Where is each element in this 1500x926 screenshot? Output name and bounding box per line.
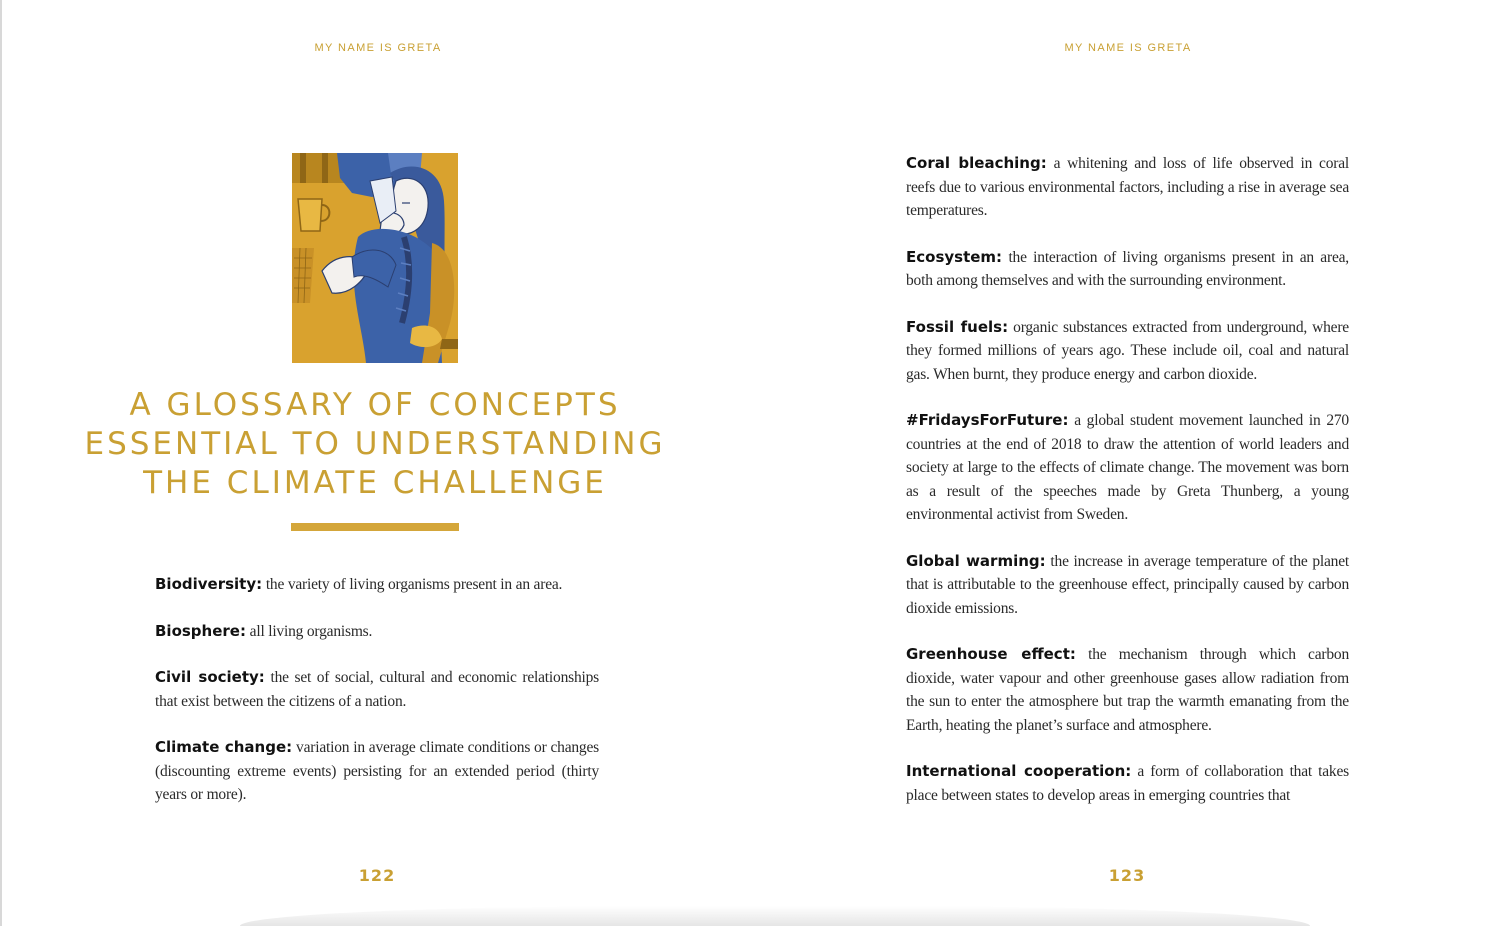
glossary-term: Climate change: [155, 738, 293, 756]
glossary-entry [155, 736, 599, 807]
glossary-entry [155, 573, 599, 597]
glossary-term: Biodiversity: [155, 575, 263, 593]
glossary-term: Coral bleaching: [906, 154, 1047, 172]
glossary-term: Fossil fuels: [906, 317, 1009, 336]
glossary-entry [906, 246, 1349, 293]
glossary-term: International cooperation: [906, 762, 1132, 780]
glossary-list-right [906, 152, 1349, 830]
chapter-title-line-2: ESSENTIAL TO UNDERSTANDING [84, 426, 666, 462]
running-head-left: MY NAME IS GRETA [314, 42, 442, 54]
running-head-right: MY NAME IS GRETA [1064, 42, 1192, 54]
chapter-title [0, 386, 750, 503]
glossary-entry [906, 643, 1349, 737]
glossary-entry [906, 409, 1349, 527]
chapter-title-line-1: A GLOSSARY OF CONCEPTS [129, 387, 621, 423]
glossary-definition: the mechanism through which carbon dioxide, water vapour and other greenhouse gases allow radiation from the sun to enter the atmosphere but trap the warmth emanating from the Earth, heating the planet’s surface and atmosphere. [906, 646, 1349, 734]
glossary-entry [155, 666, 599, 713]
glossary-definition: a whitening and loss of life observed in coral reefs due to various environmental factors, including a rise in average sea temperatures. [906, 155, 1349, 219]
glossary-list-left [155, 573, 599, 830]
greta-illustration [292, 153, 458, 363]
title-rule [291, 523, 459, 531]
glossary-definition: the increase in average temperature of the planet that is attributable to the greenhouse effect, principally caused by carbon dioxide emissions. [906, 552, 1349, 617]
glossary-term: Global warming: [906, 551, 1046, 570]
glossary-definition: all living organisms. [249, 622, 373, 640]
glossary-definition: variation in average climate conditions or changes (discounting extreme events) persisting for an extended period (thirty years or more). [155, 739, 599, 803]
glossary-entry [155, 620, 599, 644]
chapter-title-line-3: THE CLIMATE CHALLENGE [143, 465, 607, 501]
glossary-entry [906, 152, 1349, 223]
page-number-right: 123 [1108, 866, 1146, 885]
glossary-entry [906, 760, 1349, 807]
glossary-term: Ecosystem: [906, 247, 1003, 266]
glossary-definition: organic substances extracted from underground, where they formed millions of years ago. These include oil, coal and natural gas. When burnt, they produce energy and carbon dioxide. [906, 318, 1349, 383]
glossary-term: Biosphere: [155, 621, 246, 640]
glossary-definition: a form of collaboration that takes place between states to develop areas in emerging countries that [906, 763, 1349, 804]
right-page [750, 0, 1500, 926]
glossary-definition: a global student movement launched in 270 countries at the end of 2018 to draw the attention of world leaders and society at large to the effects of climate change. The movement was born as a result of the speeches made by Greta Thunberg, a young environmental activist from Sweden. [906, 412, 1349, 523]
page-number-left: 122 [358, 866, 396, 885]
glossary-term: Greenhouse effect: [906, 645, 1076, 663]
glossary-entry [906, 550, 1349, 621]
glossary-definition: the set of social, cultural and economic relationships that exist between the citizens of a nation. [155, 669, 599, 710]
glossary-definition: the interaction of living organisms present in an area, both among themselves and with the surrounding environment. [906, 248, 1349, 289]
glossary-term: #FridaysForFuture: [906, 411, 1069, 429]
glossary-term: Civil society: [155, 668, 265, 686]
glossary-definition: the variety of living organisms present in an area. [265, 576, 563, 593]
glossary-entry [906, 316, 1349, 387]
